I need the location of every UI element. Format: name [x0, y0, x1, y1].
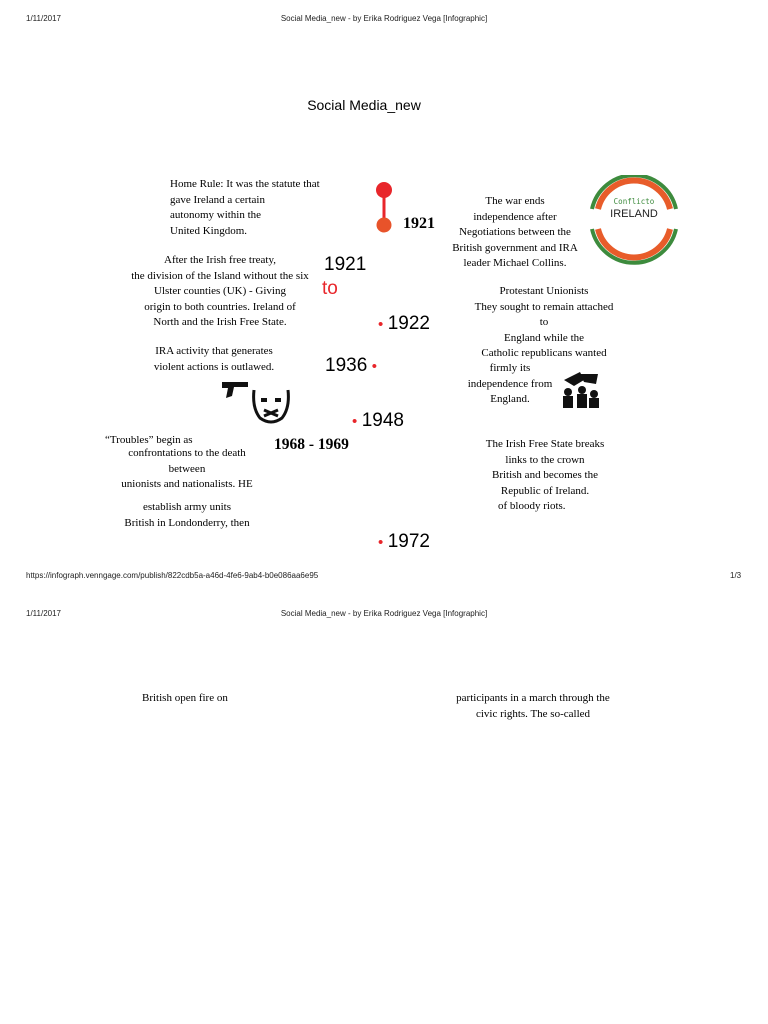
conflicto-ireland-logo — [588, 175, 680, 267]
text-line: England while the — [503, 331, 585, 344]
text-line: United Kingdom. — [170, 224, 247, 237]
header-title: Social Media_new - by Erika Rodriguez Vega [Infographic] — [280, 609, 488, 618]
unionists-text — [466, 284, 622, 362]
map-pin-icon — [372, 178, 400, 236]
text-line: They sought to remain attached — [474, 300, 614, 313]
text-line: autonomy within the — [170, 209, 262, 221]
text-line: Catholic republicans wanted — [481, 347, 607, 359]
text-line: violent actions is outlawed. — [153, 360, 275, 373]
text-line: British government and IRA — [452, 241, 578, 254]
timeline-dot: • — [378, 534, 384, 551]
year-1972: 1972 — [387, 531, 430, 552]
text-line: The war ends — [485, 195, 545, 207]
logo-bottom-text: IRELAND — [610, 208, 658, 220]
text-line: between — [168, 462, 206, 475]
header-date: 1/11/2017 — [26, 14, 61, 23]
timeline-dot: • — [352, 413, 358, 430]
text-line: origin to both countries. Ireland of — [144, 300, 296, 313]
timeline-dot: • — [378, 316, 384, 333]
text-line: Home Rule: It was the statute that — [170, 178, 320, 190]
text-line: unionists and nationalists. HE — [121, 478, 253, 490]
text-line: After the Irish free treaty, — [164, 254, 276, 266]
home-rule-text — [170, 177, 350, 239]
text-line: to — [539, 316, 549, 328]
bloody-riots-text: of bloody riots. — [498, 500, 566, 512]
year-1921-bold: 1921 — [403, 215, 435, 232]
troubles-line-1: “Troubles” begin as — [105, 434, 193, 446]
year-1972-marker — [378, 531, 430, 553]
ira-text — [140, 344, 288, 375]
text-line: Negotiations between the — [459, 226, 571, 238]
text-line: British and becomes the — [491, 469, 598, 481]
free-state-text — [470, 437, 620, 499]
text-line: gave Ireland a certain — [170, 193, 265, 206]
text-line: independence from — [467, 377, 553, 390]
to-label: to — [322, 278, 338, 299]
troubles-text — [112, 446, 262, 493]
masked-face-icon — [248, 386, 294, 426]
header-title: Social Media_new - by Erika Rodriguez Vega [Infographic] — [280, 14, 488, 23]
text-line: North and the Irish Free State. — [153, 316, 287, 328]
text-line: Protestant Unionists — [499, 285, 589, 297]
war-ends-text — [440, 194, 590, 272]
army-text — [112, 500, 262, 531]
text-line: confrontations to the death — [128, 447, 246, 459]
page-title: Social Media_new — [307, 97, 421, 113]
text-line: Ulster counties (UK) - Giving — [154, 285, 286, 297]
logo-top-text: Conflicto — [613, 197, 655, 206]
footer-url[interactable]: https://infograph.venngage.com/publish/822cdb5a-a46d-4fe6-9ab4-b0e086aa6e95 — [26, 571, 319, 580]
year-1948-marker — [352, 410, 404, 432]
text-line: leader Michael Collins. — [463, 257, 567, 269]
text-line: civic rights. The so-called — [475, 707, 591, 720]
year-1922: 1922 — [387, 313, 430, 334]
march-text — [448, 691, 618, 722]
year-1921: 1921 — [324, 254, 367, 275]
logo-rings-icon — [588, 175, 680, 267]
text-line: firmly its — [489, 362, 531, 374]
year-1922-marker — [378, 313, 430, 335]
text-line: Republic of Ireland. — [500, 484, 590, 497]
year-1936: 1936 — [325, 355, 368, 376]
timeline-dot: • — [371, 358, 377, 375]
text-line: England. — [490, 393, 530, 405]
year-1948: 1948 — [361, 410, 404, 431]
text-line: links to the crown — [505, 453, 585, 466]
year-range-1968-1969: 1968 - 1969 — [274, 436, 349, 453]
text-line: British in Londonderry, then — [124, 516, 250, 529]
footer-page-number: 1/3 — [730, 571, 742, 580]
text-line: the division of the Island without the six — [131, 269, 309, 282]
year-1936-marker — [325, 355, 377, 377]
crowd-fight-icon — [560, 368, 602, 410]
unionists-text-cont — [462, 361, 558, 408]
text-line: establish army units — [143, 501, 231, 513]
header-date: 1/11/2017 — [26, 609, 61, 618]
text-line: The Irish Free State breaks — [485, 438, 605, 450]
text-line: independence after — [473, 210, 557, 223]
treaty-text — [120, 253, 320, 331]
british-open-fire-text: British open fire on — [142, 692, 228, 704]
text-line: participants in a march through the — [456, 692, 610, 704]
text-line: IRA activity that generates — [155, 345, 273, 357]
